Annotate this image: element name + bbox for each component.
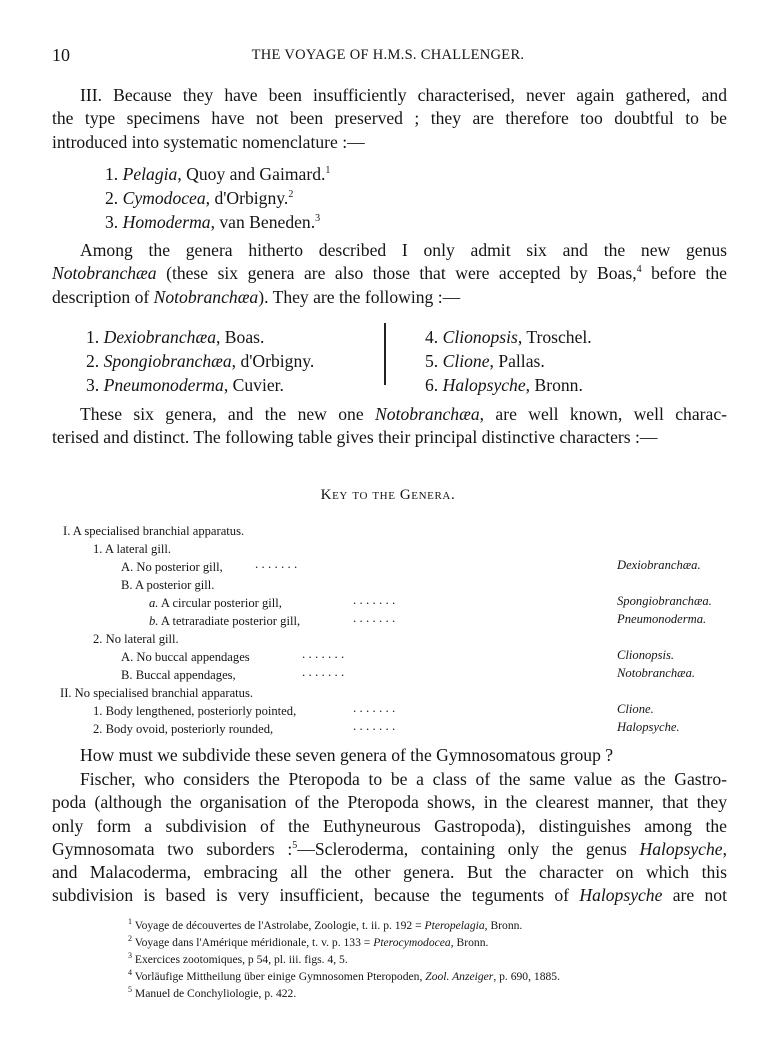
leader-dots: . . . . . . . xyxy=(255,556,298,571)
footnote: $^4$ Vorläufige Mittheilung über einige Gymnosomen Pteropoden, Zool. Anzeiger, p. 690, 1885. xyxy=(128,968,560,983)
key-row: a. A circular posterior gill, xyxy=(149,596,282,610)
key-row: B. A posterior gill. xyxy=(121,578,215,592)
admitted-genera-left xyxy=(86,325,314,397)
key-genus: Spongiobranchæa. xyxy=(617,594,712,608)
leader-dots: . . . . . . . xyxy=(353,610,396,625)
footnote-ref: 3 xyxy=(315,213,321,225)
list-item: 2. Spongiobranchæa, d'Orbigny. xyxy=(86,351,315,371)
key-row: A. No buccal appendages xyxy=(121,650,250,664)
paragraph-line: terised and distinct. The following table gives their principal distinctive characters :— xyxy=(52,427,658,448)
list-item: 3. Pneumonoderma, Cuvier. xyxy=(86,375,284,395)
key-genus: Clione. xyxy=(617,702,654,716)
paragraph-line: These six genera, and the new one Notobranchæa, are well known, well charac- xyxy=(80,404,728,424)
list-item: 4. Clionopsis, Troschel. xyxy=(425,327,592,347)
genus-name: Cymodocea xyxy=(122,188,206,208)
key-row: B. Buccal appendages, xyxy=(121,668,236,682)
paragraph-line: the type specimens have not been preserved ; they are therefore too doubtful to be xyxy=(52,108,727,129)
key-genus: Notobranchæa. xyxy=(617,666,696,680)
key-genus: Halopsyche. xyxy=(617,720,680,734)
list-item: 1. Pelagia, Quoy and Gaimard.$^1$ xyxy=(105,164,331,184)
footnote: $^1$ Voyage de découvertes de l'Astrolabe, Zoologie, t. ii. p. 192 = Pteropelagia, Bronn. xyxy=(128,917,523,932)
key-row: I. A specialised branchial apparatus. xyxy=(63,524,245,538)
paragraph-line: Notobranchæa (these six genera are also those that were accepted by Boas,$^4$ before the xyxy=(52,263,727,284)
page-number: 10 xyxy=(52,45,70,65)
footnote: $^3$ Exercices zootomiques, p 54, pl. iii. figs. 4, 5. xyxy=(128,951,348,966)
key-row: 1. A lateral gill. xyxy=(93,542,171,556)
key-row: 2. Body ovoid, posteriorly rounded, xyxy=(93,722,274,736)
footnote-ref: 5 xyxy=(292,840,298,852)
list-item: 1. Dexiobranchæa, Boas. xyxy=(86,327,265,347)
footnote-ref: 1 xyxy=(325,165,331,177)
paragraph-line: III. Because they have been insufficiently characterised, never again gathered, and xyxy=(80,85,727,105)
key-row: b. A tetraradiate posterior gill, xyxy=(149,614,301,628)
key-row: II. No specialised branchial apparatus. xyxy=(60,686,254,700)
paragraph-iii xyxy=(52,84,727,154)
paragraph-line: description of Notobranchæa). They are the following :— xyxy=(52,286,461,307)
leader-dots: . . . . . . . xyxy=(353,700,396,715)
footnote-ref: 2 xyxy=(288,189,294,201)
key-genus: Dexiobranchæa. xyxy=(617,558,701,572)
running-title: THE VOYAGE OF H.M.S. CHALLENGER. xyxy=(251,47,525,63)
list-item: 2. Cymodocea, d'Orbigny.$^2$ xyxy=(105,188,294,208)
list-item: 6. Halopsyche, Bronn. xyxy=(425,375,583,395)
key-genus: Clionopsis. xyxy=(617,648,675,662)
key-genus: Pneumonoderma. xyxy=(617,612,707,626)
doubtful-genera-list xyxy=(105,162,330,234)
paragraph-question xyxy=(52,744,727,767)
footnote: $^5$ Manuel de Conchyliologie, p. 422. xyxy=(128,985,297,1000)
paragraph-fischer xyxy=(52,768,727,908)
paragraph-line: and Malacoderma, embracing all the other genera. But the character on which this xyxy=(52,862,727,883)
footnote: $^2$ Voyage dans l'Amérique méridionale, t. v. p. 133 = Pterocymodocea, Bronn. xyxy=(128,934,489,949)
leader-dots: . . . . . . . xyxy=(302,664,345,679)
leader-dots: . . . . . . . xyxy=(302,646,345,661)
paragraph-line: only form a subdivision of the Euthyneurous Gastropoda), distinguishes among the xyxy=(52,815,727,836)
genus-name: Pelagia xyxy=(122,164,178,184)
paragraph-line: Gymnosomata two suborders :$^5$—Scleroderma, containing only the genus Halopsyche, xyxy=(52,838,727,859)
paragraph-six-genera xyxy=(52,403,727,450)
paragraph-line: poda (although the organisation of the Pteropoda shows, in the clearest manner, that they xyxy=(52,792,727,813)
key-row: 2. No lateral gill. xyxy=(93,632,179,646)
paragraph-line: Fischer, who considers the Pteropoda to be a class of the same value as the Gastro- xyxy=(80,769,727,789)
paragraph-line: introduced into systematic nomenclature :— xyxy=(52,131,365,152)
list-item: 3. Homoderma, van Beneden.$^3$ xyxy=(105,212,321,232)
key-row: 1. Body lengthened, posteriorly pointed, xyxy=(93,704,297,718)
key-title: Key to the Genera. xyxy=(320,487,456,503)
paragraph-among xyxy=(52,239,727,309)
paragraph-line: Among the genera hitherto described I only admit six and the new genus xyxy=(80,240,727,260)
paragraph-line: subdivision is based is very insufficient, because the teguments of Halopsyche are not xyxy=(52,885,727,906)
leader-dots: . . . . . . . xyxy=(353,718,396,733)
paragraph-line: How must we subdivide these seven genera of the Gymnosomatous group ? xyxy=(80,745,614,765)
genus-name: Homoderma xyxy=(122,212,211,232)
list-item: 5. Clione, Pallas. xyxy=(425,351,545,371)
leader-dots: . . . . . . . xyxy=(353,592,396,607)
admitted-genera-right xyxy=(425,325,592,397)
column-divider xyxy=(384,323,386,385)
footnote-ref: 4 xyxy=(636,264,642,276)
key-row: A. No posterior gill, xyxy=(121,560,223,574)
